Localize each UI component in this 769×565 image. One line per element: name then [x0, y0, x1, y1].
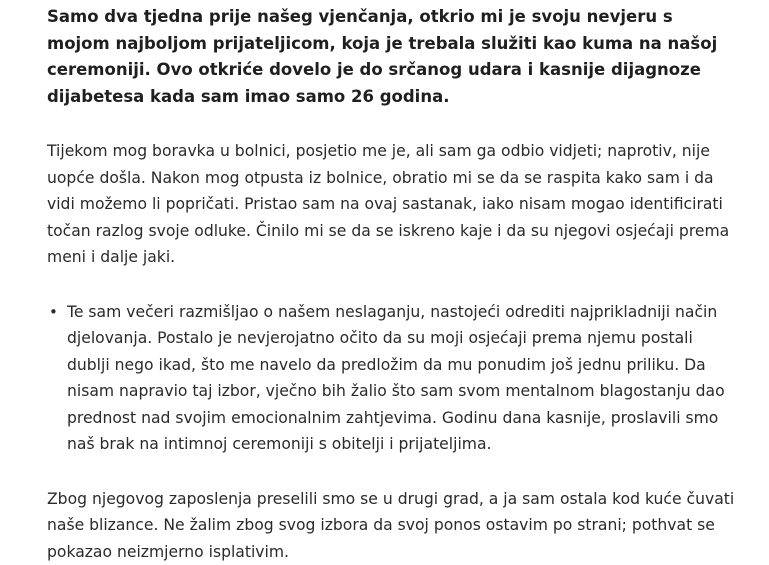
- bullet-icon: •: [49, 299, 58, 326]
- hospital-paragraph: Tijekom mog boravka u bolnici, posjetio me je, ali sam ga odbio vidjeti; naprotiv, nije uopće došla. Nakon mog otpusta iz bolnice, obratio mi se da se raspita kako sam i da vidi možemo li popričati. Pristao sam na ovaj sastanak, iako nisam mogao identificirati točan razlog svoje odluke. Činilo mi se da se iskreno kaje i da su njegovi osjećaji prema meni i dalje jaki.: [47, 138, 739, 271]
- list-item-text: Te sam večeri razmišljao o našem neslaganju, nastojeći odrediti najprikladniji način djelovanja. Postalo je nevjerojatno očito da su moji osjećaji prema njemu postali dublji nego ikad, što me navelo da predložim da mu ponudim još jednu priliku. Da nisam napravio taj izbor, vječno bih žalio što sam svom mentalnom blagostanju dao prednost nad svojim emocionalnim zahtjevima. Godinu dana kasnije, proslavili smo naš brak na intimnoj ceremoniji s obitelji i prijateljima.: [67, 303, 725, 454]
- list-item: [47, 299, 739, 458]
- bullet-list: [47, 299, 739, 458]
- relocation-paragraph: Zbog njegovog zaposlenja preselili smo se u drugi grad, a ja sam ostala kod kuće čuvati naše blizance. Ne žalim zbog svog izbora da svoj ponos ostavim po strani; pothvat se pokazao neizmjerno isplativim.: [47, 486, 739, 565]
- lead-paragraph: Samo dva tjedna prije našeg vjenčanja, otkrio mi je svoju nevjeru s mojom najboljom prijateljicom, koja je trebala služiti kao kuma na našoj ceremoniji. Ovo otkriće dovelo je do srčanog udara i kasnije dijagnoze dijabetesa kada sam imao samo 26 godina.: [47, 4, 739, 110]
